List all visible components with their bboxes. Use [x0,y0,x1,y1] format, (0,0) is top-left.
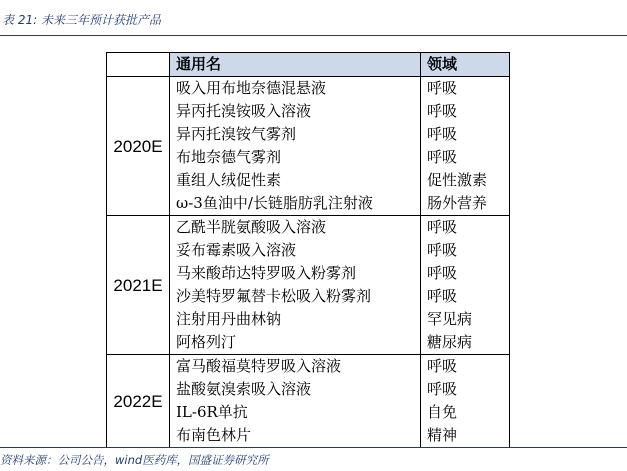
field-cell: 呼吸 [427,79,458,97]
product-name-cell: IL-6R单抗 [170,401,421,424]
year-cell: 2020E [107,77,170,216]
name-header: 通用名 [170,53,421,77]
field-cell: 呼吸 [427,287,458,305]
product-name-cell: 异丙托溴铵吸入溶液 [170,100,421,123]
table-row [107,355,510,379]
table-header-row [107,53,510,77]
product-name-cell: 布南色林片 [170,424,421,448]
field-cell: 自免 [427,403,458,421]
table-body [107,77,510,448]
product-name-cell: 异丙托溴铵气雾剂 [170,123,421,146]
product-name-cell: 妥布霉素吸入溶液 [170,239,421,262]
source-note: 资料来源：公司公告，wind医药库，国盛证券研究所 [0,453,269,467]
product-name-cell: 布地奈德气雾剂 [170,146,421,169]
product-name-cell: 重组人绒促性素 [170,169,421,192]
products-table [106,52,510,448]
table-caption: 表 21: 未来三年预计获批产品 [2,13,161,27]
field-cell: 肠外营养 [421,192,510,216]
product-name-cell: 富马酸福莫特罗吸入溶液 [170,355,421,379]
field-cell: 呼吸 [427,102,458,120]
field-cell: 呼吸 [427,148,458,166]
field-cell: 呼吸 [427,357,458,375]
field-cell: 糖尿病 [421,331,510,355]
product-name-cell: 沙美特罗氟替卡松吸入粉雾剂 [170,285,421,308]
product-name-cell: 乙酰半胱氨酸吸入溶液 [170,216,421,240]
field-cell: 呼吸 [427,264,458,282]
field-cell: 呼吸 [427,380,458,398]
field-cell: 精神 [421,424,510,448]
field-header: 领域 [421,53,510,77]
product-name-cell: 吸入用布地奈德混悬液 [170,77,421,101]
product-name-cell: ω-3鱼油中/长链脂肪乳注射液 [170,192,421,216]
source-divider [0,447,627,448]
year-cell: 2021E [107,216,170,355]
field-cell: 呼吸 [427,218,458,236]
product-name-cell: 盐酸氨溴索吸入溶液 [170,378,421,401]
field-cell: 呼吸 [427,241,458,259]
table-row [107,216,510,240]
field-cell: 呼吸 [427,125,458,143]
field-cell: 罕见病 [427,310,473,328]
product-name-cell: 马来酸茚达特罗吸入粉雾剂 [170,262,421,285]
field-cell: 促性激素 [427,171,488,189]
table-row [107,77,510,101]
year-header [107,53,170,77]
product-name-cell: 注射用丹曲林钠 [170,308,421,331]
product-name-cell: 阿格列汀 [170,331,421,355]
year-cell: 2022E [107,355,170,448]
caption-divider [0,35,627,36]
